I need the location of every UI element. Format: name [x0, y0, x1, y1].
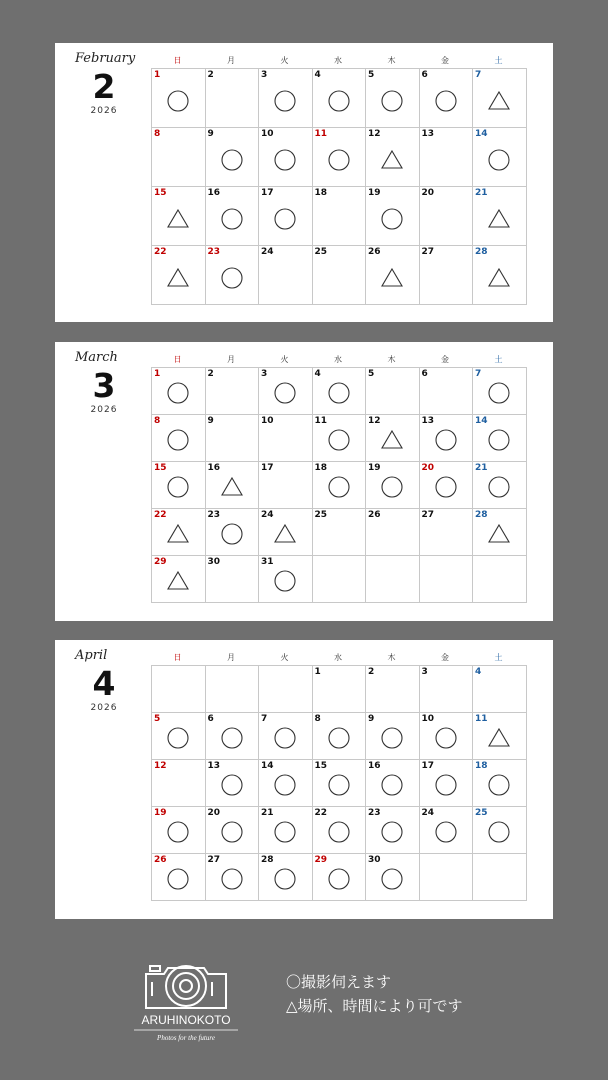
day-cell	[152, 246, 206, 305]
day-cell	[420, 713, 474, 760]
day-number: 16	[368, 761, 381, 771]
day-number: 13	[421, 129, 435, 139]
day-cell	[473, 415, 527, 462]
day-cell	[313, 415, 367, 462]
day-number: 22	[314, 808, 328, 818]
month-number: 3	[92, 366, 116, 405]
weekday-label: 木	[387, 56, 396, 65]
day-number: 7	[475, 70, 482, 80]
day-cell	[206, 368, 260, 415]
conditional-triangle-icon	[166, 266, 190, 290]
available-circle-icon	[434, 89, 458, 113]
day-number: 15	[154, 463, 167, 473]
available-circle-icon	[487, 148, 511, 172]
day-number: 9	[207, 416, 214, 426]
available-circle-icon	[327, 726, 351, 750]
month-name: February	[75, 51, 136, 66]
day-number: 12	[154, 761, 167, 771]
day-cell	[259, 415, 313, 462]
day-number: 8	[154, 416, 161, 426]
day-cell	[152, 713, 206, 760]
day-number: 15	[314, 761, 328, 771]
day-cell	[366, 128, 420, 187]
available-circle-icon	[327, 867, 351, 891]
conditional-triangle-icon	[380, 428, 404, 452]
available-circle-icon	[273, 820, 297, 844]
day-cell	[206, 246, 260, 305]
day-number: 2	[207, 70, 214, 80]
available-circle-icon	[220, 266, 244, 290]
day-number: 6	[421, 70, 428, 80]
day-cell	[206, 462, 260, 509]
available-circle-icon	[487, 381, 511, 405]
day-cell	[259, 69, 313, 128]
day-cell	[152, 807, 206, 854]
empty-cell	[473, 854, 527, 901]
day-cell	[366, 854, 420, 901]
day-cell	[473, 128, 527, 187]
day-cell	[366, 415, 420, 462]
empty-cell	[420, 854, 474, 901]
day-cell	[259, 556, 313, 603]
available-circle-icon	[273, 726, 297, 750]
day-cell	[259, 760, 313, 807]
day-number: 5	[368, 369, 375, 379]
available-circle-icon	[166, 726, 190, 750]
day-cell	[206, 69, 260, 128]
day-cell	[366, 462, 420, 509]
day-number: 23	[207, 247, 221, 257]
day-number: 12	[368, 129, 381, 139]
day-number: 11	[314, 129, 328, 139]
weekday-label: 月	[227, 56, 235, 65]
day-number: 21	[261, 808, 274, 818]
day-cell	[473, 509, 527, 556]
available-circle-icon	[273, 569, 297, 593]
aruhinokoto-logo	[128, 948, 244, 1044]
month-name: March	[75, 350, 118, 365]
day-cell	[473, 187, 527, 246]
day-cell	[366, 509, 420, 556]
weekday-label: 火	[280, 56, 289, 65]
day-number: 24	[261, 510, 274, 520]
weekday-label: 水	[334, 355, 342, 364]
day-number: 10	[261, 129, 274, 139]
day-cell	[259, 368, 313, 415]
month-number: 4	[92, 664, 116, 703]
day-number: 1	[314, 667, 321, 677]
day-cell	[259, 854, 313, 901]
available-circle-icon	[220, 207, 244, 231]
day-number: 17	[421, 761, 435, 771]
legend	[286, 970, 463, 1018]
weekday-label: 日	[173, 56, 182, 65]
month-grid	[151, 68, 527, 305]
day-cell	[313, 368, 367, 415]
available-circle-icon	[327, 381, 351, 405]
day-cell	[206, 128, 260, 187]
available-circle-icon	[273, 89, 297, 113]
day-cell	[313, 187, 367, 246]
day-number: 3	[421, 667, 428, 677]
day-cell	[313, 760, 367, 807]
day-cell	[206, 415, 260, 462]
day-number: 17	[261, 463, 274, 473]
day-cell	[206, 187, 260, 246]
available-circle-icon	[380, 773, 404, 797]
available-circle-icon	[327, 428, 351, 452]
day-cell	[206, 854, 260, 901]
conditional-triangle-icon	[166, 522, 190, 546]
day-number: 30	[207, 557, 221, 567]
available-circle-icon	[434, 820, 458, 844]
weekday-label: 金	[441, 56, 449, 65]
day-cell	[420, 760, 474, 807]
weekday-label: 土	[494, 56, 503, 65]
day-number: 3	[261, 70, 268, 80]
day-cell	[420, 246, 474, 305]
available-circle-icon	[380, 867, 404, 891]
day-cell	[259, 509, 313, 556]
day-number: 20	[421, 463, 435, 473]
day-cell	[206, 760, 260, 807]
day-number: 28	[475, 247, 488, 257]
weekday-label: 火	[280, 355, 289, 364]
day-number: 26	[154, 855, 167, 865]
year: 2026	[90, 106, 118, 116]
conditional-triangle-icon	[487, 266, 511, 290]
day-number: 9	[368, 714, 375, 724]
day-cell	[420, 69, 474, 128]
day-cell	[313, 246, 367, 305]
day-number: 23	[368, 808, 381, 818]
weekday-label: 土	[494, 355, 503, 364]
day-cell	[259, 246, 313, 305]
day-number: 4	[475, 667, 482, 677]
legend-available: 〇撮影伺えます	[286, 973, 392, 991]
day-cell	[420, 128, 474, 187]
day-number: 12	[368, 416, 381, 426]
conditional-triangle-icon	[166, 207, 190, 231]
available-circle-icon	[434, 475, 458, 499]
day-cell	[313, 462, 367, 509]
day-cell	[206, 556, 260, 603]
day-cell	[473, 807, 527, 854]
day-cell	[473, 246, 527, 305]
day-number: 30	[368, 855, 381, 865]
day-number: 22	[154, 247, 167, 257]
day-number: 29	[154, 557, 167, 567]
day-number: 16	[207, 188, 221, 198]
month-name: April	[75, 648, 108, 663]
empty-cell	[420, 556, 474, 603]
available-circle-icon	[220, 148, 244, 172]
day-number: 27	[421, 247, 435, 257]
day-cell	[152, 556, 206, 603]
calendar-february	[55, 43, 553, 322]
day-cell	[206, 713, 260, 760]
available-circle-icon	[327, 148, 351, 172]
day-cell	[152, 415, 206, 462]
available-circle-icon	[166, 428, 190, 452]
day-number: 1	[154, 70, 161, 80]
day-cell	[313, 69, 367, 128]
available-circle-icon	[487, 820, 511, 844]
day-cell	[473, 462, 527, 509]
day-number: 19	[368, 463, 381, 473]
day-number: 21	[475, 463, 488, 473]
available-circle-icon	[327, 475, 351, 499]
day-cell	[206, 807, 260, 854]
weekday-label: 木	[387, 653, 396, 662]
available-circle-icon	[487, 428, 511, 452]
year: 2026	[90, 405, 118, 415]
day-number: 27	[421, 510, 435, 520]
available-circle-icon	[273, 773, 297, 797]
day-number: 6	[421, 369, 428, 379]
day-cell	[420, 415, 474, 462]
day-cell	[366, 666, 420, 713]
day-cell	[152, 760, 206, 807]
day-number: 5	[154, 714, 161, 724]
weekday-label: 日	[173, 653, 182, 662]
day-number: 31	[261, 557, 274, 567]
empty-cell	[313, 556, 367, 603]
available-circle-icon	[220, 867, 244, 891]
weekday-label: 月	[227, 355, 235, 364]
day-cell	[366, 246, 420, 305]
conditional-triangle-icon	[273, 522, 297, 546]
day-cell	[420, 462, 474, 509]
day-cell	[313, 128, 367, 187]
available-circle-icon	[220, 820, 244, 844]
day-cell	[420, 666, 474, 713]
weekday-label: 日	[173, 355, 182, 364]
day-number: 21	[475, 188, 488, 198]
day-number: 10	[421, 714, 435, 724]
day-number: 17	[261, 188, 274, 198]
day-cell	[152, 69, 206, 128]
available-circle-icon	[434, 428, 458, 452]
available-circle-icon	[166, 381, 190, 405]
day-cell	[152, 854, 206, 901]
day-cell	[366, 69, 420, 128]
empty-cell	[259, 666, 313, 713]
day-cell	[206, 509, 260, 556]
day-cell	[152, 187, 206, 246]
month-grid	[151, 367, 527, 603]
empty-cell	[152, 666, 206, 713]
weekday-label: 金	[441, 355, 449, 364]
available-circle-icon	[327, 773, 351, 797]
conditional-triangle-icon	[220, 475, 244, 499]
calendar-march	[55, 342, 553, 621]
day-number: 8	[154, 129, 161, 139]
available-circle-icon	[327, 820, 351, 844]
conditional-triangle-icon	[487, 726, 511, 750]
day-number: 23	[207, 510, 221, 520]
day-cell	[259, 187, 313, 246]
available-circle-icon	[380, 726, 404, 750]
empty-cell	[473, 556, 527, 603]
weekday-label: 月	[227, 653, 235, 662]
month-grid	[151, 665, 527, 901]
day-number: 9	[207, 129, 214, 139]
day-number: 7	[475, 369, 482, 379]
day-number: 11	[475, 714, 488, 724]
available-circle-icon	[380, 475, 404, 499]
day-number: 18	[475, 761, 488, 771]
available-circle-icon	[487, 773, 511, 797]
day-number: 10	[261, 416, 274, 426]
day-number: 16	[207, 463, 221, 473]
day-number: 18	[314, 188, 328, 198]
weekday-label: 土	[494, 653, 503, 662]
conditional-triangle-icon	[487, 522, 511, 546]
empty-cell	[206, 666, 260, 713]
day-number: 28	[475, 510, 488, 520]
day-cell	[152, 368, 206, 415]
day-number: 4	[314, 369, 321, 379]
day-cell	[366, 368, 420, 415]
day-number: 25	[314, 510, 328, 520]
day-number: 6	[207, 714, 214, 724]
day-cell	[313, 713, 367, 760]
day-number: 13	[207, 761, 221, 771]
day-cell	[366, 187, 420, 246]
logo-brand: ARUHINOKOTO	[141, 1013, 231, 1027]
month-number: 2	[92, 67, 116, 106]
year: 2026	[90, 703, 118, 713]
day-number: 26	[368, 510, 381, 520]
day-cell	[420, 509, 474, 556]
logo-tagline: Photos for the future	[157, 1034, 215, 1042]
day-cell	[420, 807, 474, 854]
available-circle-icon	[166, 89, 190, 113]
day-number: 11	[314, 416, 328, 426]
day-number: 19	[154, 808, 167, 818]
available-circle-icon	[166, 820, 190, 844]
day-cell	[473, 760, 527, 807]
day-cell	[259, 128, 313, 187]
day-number: 25	[475, 808, 488, 818]
day-number: 14	[475, 416, 488, 426]
conditional-triangle-icon	[487, 89, 511, 113]
day-number: 22	[154, 510, 167, 520]
weekday-label: 火	[280, 653, 289, 662]
day-number: 18	[314, 463, 328, 473]
day-number: 13	[421, 416, 435, 426]
day-cell	[313, 666, 367, 713]
available-circle-icon	[487, 475, 511, 499]
available-circle-icon	[273, 207, 297, 231]
day-cell	[152, 509, 206, 556]
day-cell	[366, 713, 420, 760]
day-cell	[420, 368, 474, 415]
conditional-triangle-icon	[380, 266, 404, 290]
day-number: 5	[368, 70, 375, 80]
day-number: 3	[261, 369, 268, 379]
day-number: 8	[314, 714, 321, 724]
weekday-label: 水	[334, 56, 342, 65]
day-number: 24	[261, 247, 274, 257]
day-number: 7	[261, 714, 268, 724]
available-circle-icon	[273, 381, 297, 405]
day-number: 29	[314, 855, 328, 865]
day-number: 26	[368, 247, 381, 257]
day-number: 28	[261, 855, 274, 865]
available-circle-icon	[380, 820, 404, 844]
legend-conditional: △場所、時間により可です	[286, 997, 463, 1015]
available-circle-icon	[434, 773, 458, 797]
weekday-label: 水	[334, 653, 342, 662]
available-circle-icon	[380, 89, 404, 113]
empty-cell	[366, 556, 420, 603]
day-cell	[259, 713, 313, 760]
available-circle-icon	[327, 89, 351, 113]
day-number: 20	[207, 808, 221, 818]
available-circle-icon	[220, 773, 244, 797]
available-circle-icon	[220, 726, 244, 750]
day-number: 14	[475, 129, 488, 139]
day-cell	[259, 807, 313, 854]
available-circle-icon	[273, 148, 297, 172]
day-number: 1	[154, 369, 161, 379]
available-circle-icon	[273, 867, 297, 891]
day-number: 4	[314, 70, 321, 80]
available-circle-icon	[434, 726, 458, 750]
day-number: 14	[261, 761, 274, 771]
weekday-label: 木	[387, 355, 396, 364]
calendar-april	[55, 640, 553, 919]
day-cell	[473, 69, 527, 128]
day-number: 20	[421, 188, 435, 198]
conditional-triangle-icon	[380, 148, 404, 172]
day-cell	[313, 807, 367, 854]
weekday-label: 金	[441, 653, 449, 662]
camera-icon	[128, 948, 244, 1044]
available-circle-icon	[166, 867, 190, 891]
day-cell	[473, 713, 527, 760]
day-number: 2	[207, 369, 214, 379]
day-cell	[366, 760, 420, 807]
day-cell	[259, 462, 313, 509]
available-circle-icon	[166, 475, 190, 499]
available-circle-icon	[220, 522, 244, 546]
conditional-triangle-icon	[487, 207, 511, 231]
day-cell	[152, 128, 206, 187]
day-number: 15	[154, 188, 167, 198]
available-circle-icon	[380, 207, 404, 231]
day-cell	[420, 187, 474, 246]
conditional-triangle-icon	[166, 569, 190, 593]
day-cell	[366, 807, 420, 854]
day-cell	[152, 462, 206, 509]
day-cell	[313, 854, 367, 901]
day-number: 25	[314, 247, 328, 257]
day-number: 24	[421, 808, 435, 818]
day-cell	[473, 368, 527, 415]
day-number: 27	[207, 855, 221, 865]
day-number: 19	[368, 188, 381, 198]
day-number: 2	[368, 667, 375, 677]
day-cell	[473, 666, 527, 713]
day-cell	[313, 509, 367, 556]
